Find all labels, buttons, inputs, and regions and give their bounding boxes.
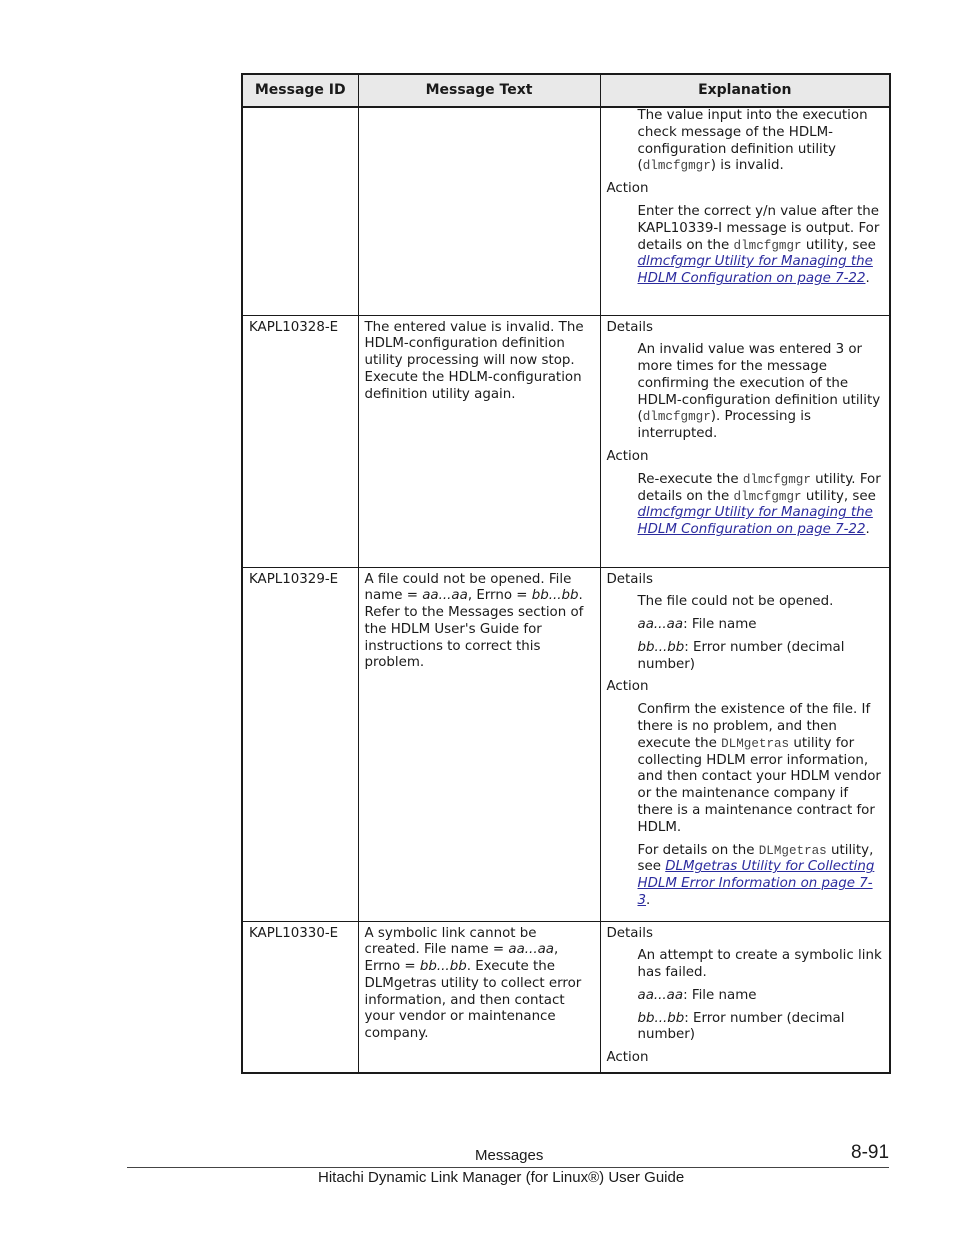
page-number: 8-91 bbox=[851, 1142, 890, 1163]
command-code: DLMgetras bbox=[758, 843, 827, 858]
action-paragraph: For details on the DLMgetras utility, see DLMgetras Utility for Collecting HDLM Error Information on page 7-3. bbox=[637, 842, 875, 909]
variable-description: bb...bb: Error number (decimal number) bbox=[637, 639, 845, 672]
footer-document-title: Hitachi Dynamic Link Manager (for Linux®) User Guide bbox=[318, 1169, 685, 1186]
command-code: dlmcfgmgr bbox=[733, 238, 802, 253]
message-id-cell: KAPL10328-E bbox=[242, 315, 358, 567]
action-paragraph: Confirm the existence of the file. If there is no problem, and then execute the DLMgetras utility for collecting HDLM error information, and then contact your HDLM vendor or the maintenance company if there is a maintenance contract for HDLM. bbox=[637, 702, 881, 835]
action-paragraph: Re-execute the dlmcfgmgr utility. For details on the dlmcfgmgr utility, see dlmcfgmgr Utility for Managing the HDLM Configuration on page 7-22. bbox=[637, 471, 881, 538]
cross-reference-link[interactable]: dlmcfgmgr Utility for Managing the HDLM Configuration on page 7-22 bbox=[637, 505, 873, 538]
action-label: Action bbox=[606, 679, 649, 695]
details-label: Details bbox=[606, 319, 653, 335]
footer-divider bbox=[127, 1167, 889, 1168]
command-code: dlmcfgmgr bbox=[733, 489, 802, 504]
messages-table bbox=[241, 73, 891, 1074]
explanation-cell bbox=[600, 921, 890, 1073]
table-row bbox=[242, 107, 890, 315]
command-code: dlmcfgmgr bbox=[642, 159, 711, 174]
table-row bbox=[242, 567, 890, 921]
table-header-row bbox=[242, 74, 890, 107]
explanation-cell bbox=[600, 107, 890, 315]
action-paragraph: Enter the correct y/n value after the KAPL10339-I message is output. For details on the dlmcfgmgr utility, see dlmcfgmgr Utility for Managing the HDLM Configuration on page 7-22. bbox=[637, 203, 880, 287]
action-label: Action bbox=[606, 181, 649, 197]
details-paragraph: An invalid value was entered 3 or more times for the message confirming the execution of the HDLM-configuration definition utility (dlmcfgmgr). Processing is interrupted. bbox=[637, 342, 881, 442]
details-label: Details bbox=[606, 925, 653, 941]
explanation-cell bbox=[600, 315, 890, 567]
variable-description: aa...aa: File name bbox=[637, 617, 757, 633]
details-label: Details bbox=[606, 571, 653, 587]
details-paragraph: The file could not be opened. bbox=[637, 594, 834, 610]
action-label: Action bbox=[606, 1050, 649, 1066]
message-text-cell: A symbolic link cannot be created. File name = aa...aa, Errno = bb...bb. Execute the DLMgetras utility to collect error information, and then contact your vendor or maintenance company. bbox=[358, 921, 600, 1073]
message-text-cell: A file could not be opened. File name = aa...aa, Errno = bb...bb. Refer to the Messages section of the HDLM User's Guide for instructions to correct this problem. bbox=[358, 567, 600, 921]
table-row bbox=[242, 315, 890, 567]
message-id-cell: KAPL10330-E bbox=[242, 921, 358, 1073]
header-message-text: Message Text bbox=[358, 74, 600, 107]
header-explanation: Explanation bbox=[600, 74, 890, 107]
message-id-cell: KAPL10329-E bbox=[242, 567, 358, 921]
cross-reference-link[interactable]: dlmcfgmgr Utility for Managing the HDLM Configuration on page 7-22 bbox=[637, 254, 873, 287]
command-code: DLMgetras bbox=[721, 736, 790, 751]
header-message-id: Message ID bbox=[242, 74, 358, 107]
command-code: dlmcfgmgr bbox=[642, 410, 711, 425]
variable-description: bb...bb: Error number (decimal number) bbox=[637, 1010, 845, 1043]
message-id-cell bbox=[242, 107, 358, 315]
details-paragraph: An attempt to create a symbolic link has failed. bbox=[637, 948, 882, 981]
command-code: dlmcfgmgr bbox=[742, 472, 811, 487]
message-text-cell bbox=[358, 107, 600, 315]
table-row bbox=[242, 921, 890, 1073]
details-paragraph: The value input into the execution check message of the HDLM-configuration definition utility (dlmcfgmgr) is invalid. bbox=[637, 108, 868, 174]
footer-section-name: Messages bbox=[475, 1147, 544, 1164]
variable-description: aa...aa: File name bbox=[637, 987, 757, 1003]
explanation-cell bbox=[600, 567, 890, 921]
message-text-cell: The entered value is invalid. The HDLM-configuration definition utility processing will now stop. Execute the HDLM-configuration definition utility again. bbox=[358, 315, 600, 567]
action-label: Action bbox=[606, 449, 649, 465]
cross-reference-link[interactable]: DLMgetras Utility for Collecting HDLM Error Information on page 7-3 bbox=[637, 859, 875, 909]
